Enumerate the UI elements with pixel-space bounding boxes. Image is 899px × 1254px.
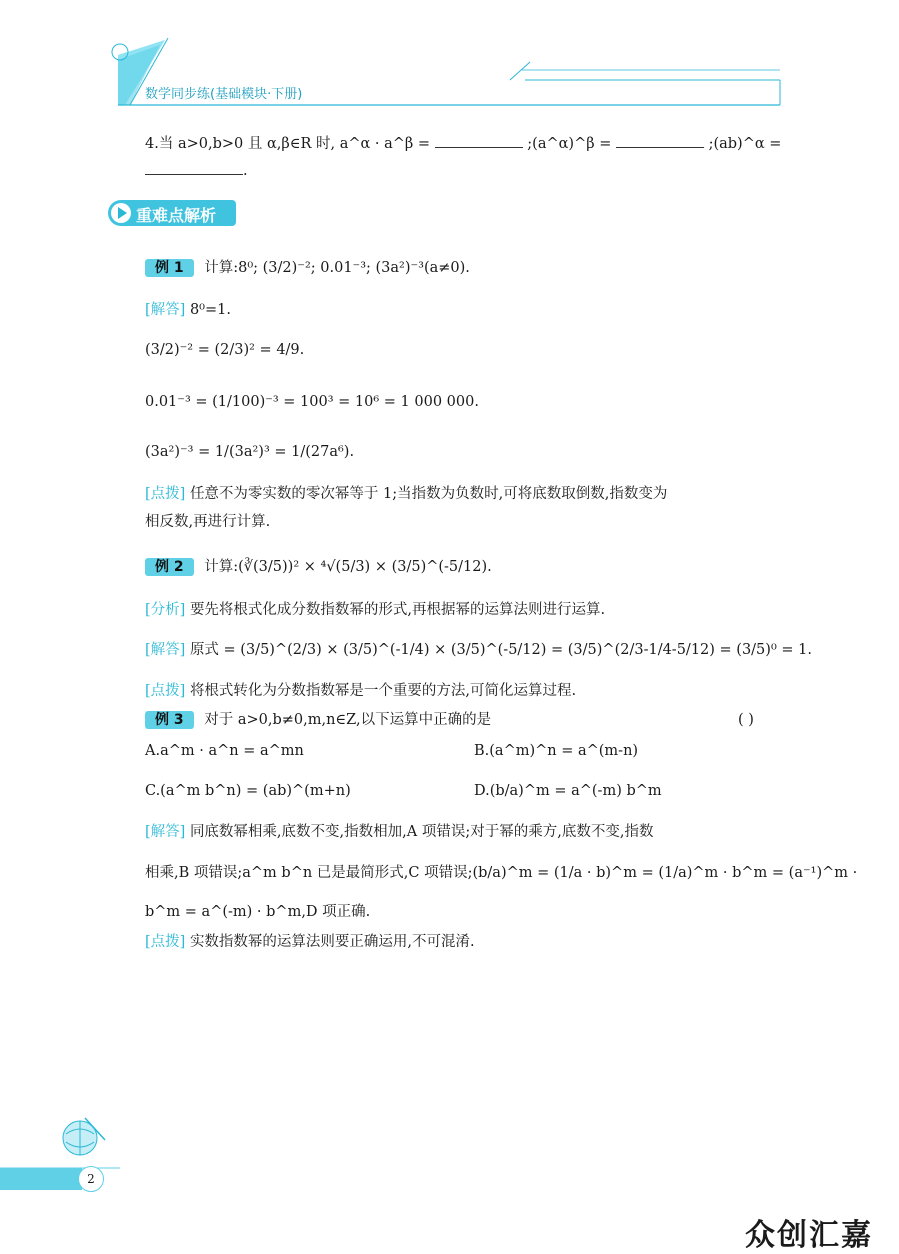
ex1-a1: 8⁰=1. — [189, 302, 231, 318]
ex3-tip-line — [145, 932, 475, 952]
ex2-answer: 原式 = (3/5)^(2/3) × (3/5)^(-1/4) × (3/5)^(-5/12) = (3/5)^(2/3-1/4-5/12) = (3/5)⁰ = 1. — [189, 642, 812, 658]
ex2-tip: 将根式转化为分数指数幂是一个重要的方法,可简化运算过程. — [189, 683, 577, 699]
ex2-analysis-tag: [分析] — [145, 602, 186, 618]
ex3-problem: 对于 a>0,b≠0,m,n∈Z,以下运算中正确的是 — [204, 712, 492, 728]
ex2-answer-tag: [解答] — [145, 642, 186, 658]
ex2-problem: 计算:(∛(3/5))² × ⁴√(5/3) × (3/5)^(-5/12). — [204, 559, 492, 575]
ex3-ans1: 同底数幂相乘,底数不变,指数相加,A 项错误;对于幂的乘方,底数不变,指数 — [189, 824, 654, 840]
ex1-tip-tag: [点拨] — [145, 486, 186, 502]
ex3-answer-paren: ( ) — [738, 712, 754, 728]
section-title: 重难点解析 — [136, 206, 217, 225]
ex1-problem: 计算:8⁰; (3/2)⁻²; 0.01⁻³; (3a²)⁻³(a≠0). — [204, 260, 470, 276]
q4-text: 4.当 a>0,b>0 且 α,β∈R 时, a^α · a^β = — [145, 136, 431, 152]
ex2-analysis-line — [145, 600, 605, 620]
ex1-tip-2: 相反数,再进行计算. — [145, 514, 271, 530]
ex1-answer-tag: [解答] — [145, 302, 186, 318]
ex3-answer-2: 相乘,B 项错误;a^m b^n 已是最简形式,C 项错误;(b/a)^m = (1/a · b)^m = (1/a)^m · b^m = (a⁻¹)^m · — [145, 865, 858, 881]
ex1-answer-4: (3a²)⁻³ = 1/(3a²)³ = 1/(27a⁶). — [145, 444, 355, 460]
ex1-problem-line — [145, 258, 470, 278]
q4-mid1: ;(a^α)^β = — [527, 136, 612, 152]
ex1-tag: 例 1 — [145, 259, 194, 277]
ex3-tip: 实数指数幂的运算法则要正确运用,不可混淆. — [189, 934, 475, 950]
header-decoration — [0, 0, 899, 120]
ex2-tag: 例 2 — [145, 558, 194, 576]
q4-blank-3[interactable] — [145, 160, 243, 175]
header-graphic — [0, 0, 899, 120]
ex2-problem-line — [145, 557, 492, 577]
watermark: 众创汇嘉 — [745, 1218, 873, 1253]
ex3-answer-1 — [145, 822, 653, 842]
ex3-option-d[interactable]: D.(b/a)^m = a^(-m) b^m — [474, 783, 662, 799]
ex1-answer-2: (3/2)⁻² = (2/3)² = 4/9. — [145, 342, 305, 358]
ex3-problem-line — [145, 710, 491, 730]
footer-bar — [0, 1168, 82, 1190]
ex3-option-b[interactable]: B.(a^m)^n = a^(m-n) — [474, 743, 639, 759]
ex3-option-c[interactable]: C.(a^m b^n) = (ab)^(m+n) — [145, 783, 351, 799]
ex3-option-a[interactable]: A.a^m · a^n = a^mn — [145, 743, 304, 759]
q4-end: . — [243, 163, 248, 179]
section-header — [108, 200, 236, 226]
ex3-answer-tag: [解答] — [145, 824, 186, 840]
ex3-answer-3: b^m = a^(-m) · b^m,D 项正确. — [145, 904, 371, 920]
ex1-answer-1 — [145, 300, 231, 320]
page-number: 2 — [87, 1172, 95, 1186]
ex1-answer-3: 0.01⁻³ = (1/100)⁻³ = 100³ = 10⁶ = 1 000 000. — [145, 394, 479, 410]
play-icon — [111, 203, 131, 223]
ex3-tag: 例 3 — [145, 711, 194, 729]
page-number-circle — [78, 1166, 104, 1192]
question-4 — [145, 133, 781, 154]
q4-blank-1[interactable] — [435, 133, 523, 148]
ex2-answer-line — [145, 640, 812, 660]
ex2-analysis: 要先将根式化成分数指数幂的形式,再根据幂的运算法则进行运算. — [189, 602, 606, 618]
ex2-tip-line — [145, 681, 576, 701]
q4-mid2: ;(ab)^α = — [708, 136, 782, 152]
ex1-tip-1 — [145, 484, 667, 504]
ex1-tip-text: 任意不为零实数的零次幂等于 1;当指数为负数时,可将底数取倒数,指数变为 — [189, 486, 668, 502]
q4-blank-2[interactable] — [616, 133, 704, 148]
ex2-tip-tag: [点拨] — [145, 683, 186, 699]
ex3-tip-tag: [点拨] — [145, 934, 186, 950]
q4-line2 — [145, 160, 248, 181]
header-title: 数学同步练(基础模块·下册) — [145, 87, 303, 102]
